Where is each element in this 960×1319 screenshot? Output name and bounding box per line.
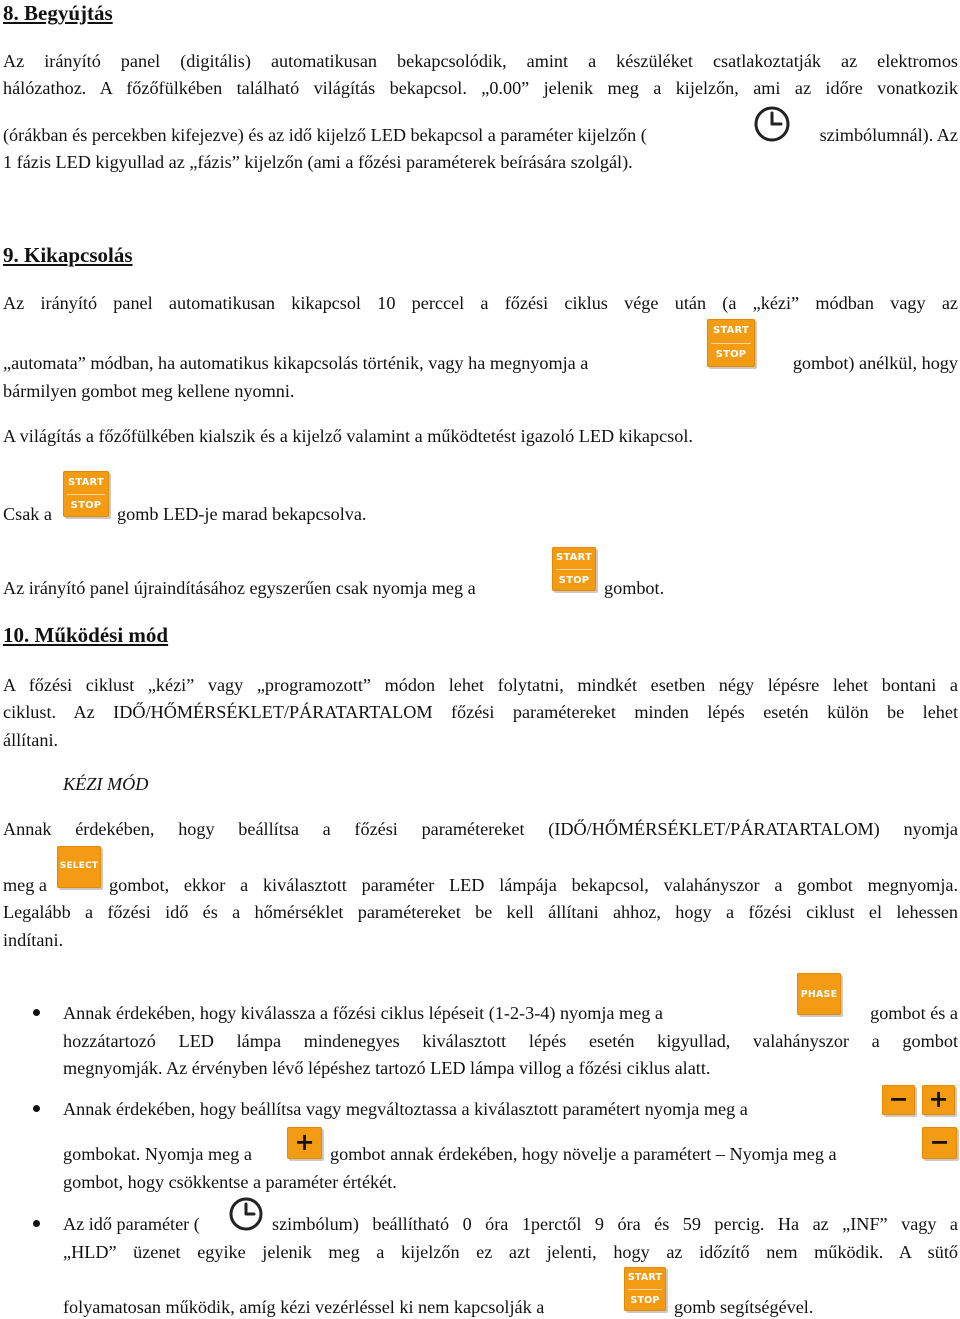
plus-button[interactable]: + bbox=[287, 1127, 322, 1159]
s9-line-6-b: gombot. bbox=[604, 578, 665, 598]
bullet-3-line-2: „HLD” üzenet egyike jelenik meg a kijelzőn ez azt jelenti, hogy az időzítő nem működik. A sütő bbox=[63, 1242, 958, 1262]
manual-line-2-b: gombot, ekkor a kiválasztott paraméter LED lámpája bekapcsol, valahányszor a gombot megnyomja. bbox=[109, 875, 958, 895]
s9-line-2-b: gombot) anélkül, hogy bbox=[792, 353, 958, 373]
section-8-heading: 8. Begyújtás bbox=[3, 1, 113, 25]
s8-line-4: 1 fázis LED kigyullad az „fázis” kijelzőn (ami a főzési paraméterek beírására szolgál). bbox=[3, 152, 633, 172]
start-stop-button[interactable]: START STOP bbox=[63, 471, 109, 517]
bullet-1-line-1-b: gombot és a bbox=[870, 1003, 958, 1023]
select-button[interactable]: SELECT bbox=[57, 846, 101, 888]
s9-line-4: A világítás a főzőfülkében kialszik és a kijelző valamint a működtetést igazoló LED kikapcsol. bbox=[3, 426, 693, 446]
s9-line-5-a: Csak a bbox=[3, 504, 52, 524]
bullet-3-line-1-a: Az idő paraméter ( bbox=[63, 1214, 200, 1234]
bullet-2-line-2-b: gombot annak érdekében, hogy növelje a paramétert – Nyomja meg a bbox=[330, 1144, 837, 1164]
bullet-marker bbox=[33, 1105, 40, 1112]
bullet-marker bbox=[33, 1220, 40, 1227]
s9-line-1: Az irányító panel automatikusan kikapcsol 10 perccel a főzési ciklus vége után (a „kézi” módban vagy az bbox=[3, 293, 958, 313]
manual-line-2-a: meg a bbox=[3, 875, 47, 895]
s8-line-3-a: (órákban és percekben kifejezve) és az idő kijelző LED bekapcsol a paraméter kijelzőn ( bbox=[3, 125, 647, 145]
s8-line-3-b: szimbólumnál). Az bbox=[819, 125, 958, 145]
s9-line-5-b: gomb LED-je marad bekapcsolva. bbox=[117, 504, 367, 524]
bullet-2-line-3: gombot, hogy csökkentse a paraméter értékét. bbox=[63, 1172, 397, 1192]
plus-button[interactable]: + bbox=[922, 1085, 955, 1115]
bullet-3-line-3-a: folyamatosan működik, amíg kézi vezérléssel ki nem kapcsolják a bbox=[63, 1297, 545, 1317]
minus-button[interactable]: − bbox=[922, 1127, 957, 1159]
bullet-3-line-1-b: szimbólum) beállítható 0 óra 1perctől 9 óra és 59 percig. Ha az „INF” vagy a bbox=[272, 1214, 958, 1234]
minus-button[interactable]: − bbox=[882, 1085, 915, 1115]
s10-para-line-3: állítani. bbox=[3, 730, 59, 750]
manual-line-4: indítani. bbox=[3, 930, 64, 950]
s9-line-3: bármilyen gombot meg kellene nyomni. bbox=[3, 381, 295, 401]
bullet-1-line-2: hozzátartozó LED lámpa mindenegyes kiválasztott lépés esetén kigyullad, valahányszor a gombot bbox=[63, 1031, 958, 1051]
clock-icon bbox=[752, 103, 792, 143]
manual-line-1: Annak érdekében, hogy beállítsa a főzési paramétereket (IDŐ/HŐMÉRSÉKLET/PÁRATARTALOM) nyomja bbox=[3, 819, 958, 839]
section-10-heading: 10. Működési mód bbox=[3, 623, 169, 647]
bullet-1-line-3: megnyomják. Az érvényben lévő lépéshez tartozó LED lámpa villog a főzési ciklus alatt. bbox=[63, 1058, 711, 1078]
bullet-1-line-1-a: Annak érdekében, hogy kiválassza a főzési ciklus lépéseit (1-2-3-4) nyomja meg a bbox=[63, 1003, 663, 1023]
s8-line-2: hálózathoz. A főzőfülkében található világítás bekapcsol. „0.00” jelenik meg a kijelzőn, ami az időre vonatkozik bbox=[3, 78, 958, 98]
s10-para-line-2: ciklust. Az IDŐ/HŐMÉRSÉKLET/PÁRATARTALOM főzési paramétereket minden lépés esetén külön be lehet bbox=[3, 702, 958, 722]
s9-line-2-a: „automata” módban, ha automatikus kikapcsolás történik, vagy ha megnyomja a bbox=[3, 353, 589, 373]
bullet-3-line-3-b: gomb segítségével. bbox=[674, 1297, 814, 1317]
s8-line-1: Az irányító panel (digitális) automatikusan bekapcsolódik, amint a készüléket csatlakoztatják az elektromos bbox=[3, 51, 958, 71]
section-9-heading: 9. Kikapcsolás bbox=[3, 243, 133, 267]
phase-button[interactable]: PHASE bbox=[797, 973, 841, 1015]
bullet-2-line-2-a: gombokat. Nyomja meg a bbox=[63, 1144, 252, 1164]
bullet-marker bbox=[33, 1009, 40, 1016]
start-stop-button[interactable]: START STOP bbox=[552, 547, 596, 591]
manual-line-3: Legalább a főzési idő és a hőmérséklet paramétereket be kell állítani ahhoz, hogy a főzési ciklust el lehessen bbox=[3, 902, 958, 922]
s10-para-line-1: A főzési ciklust „kézi” vagy „programozott” módon lehet folytatni, mindkét esetben négy lépésre lehet bontani a bbox=[3, 675, 958, 695]
manual-mode-subheading: KÉZI MÓD bbox=[63, 774, 149, 794]
start-stop-button[interactable]: START STOP bbox=[707, 319, 755, 367]
s9-line-6-a: Az irányító panel újraindításához egyszerűen csak nyomja meg a bbox=[3, 578, 476, 598]
clock-icon bbox=[226, 1196, 266, 1232]
bullet-2-line-1: Annak érdekében, hogy beállítsa vagy megváltoztassa a kiválasztott paramétert nyomja meg a bbox=[63, 1099, 748, 1119]
start-stop-button[interactable]: START STOP bbox=[624, 1267, 666, 1311]
